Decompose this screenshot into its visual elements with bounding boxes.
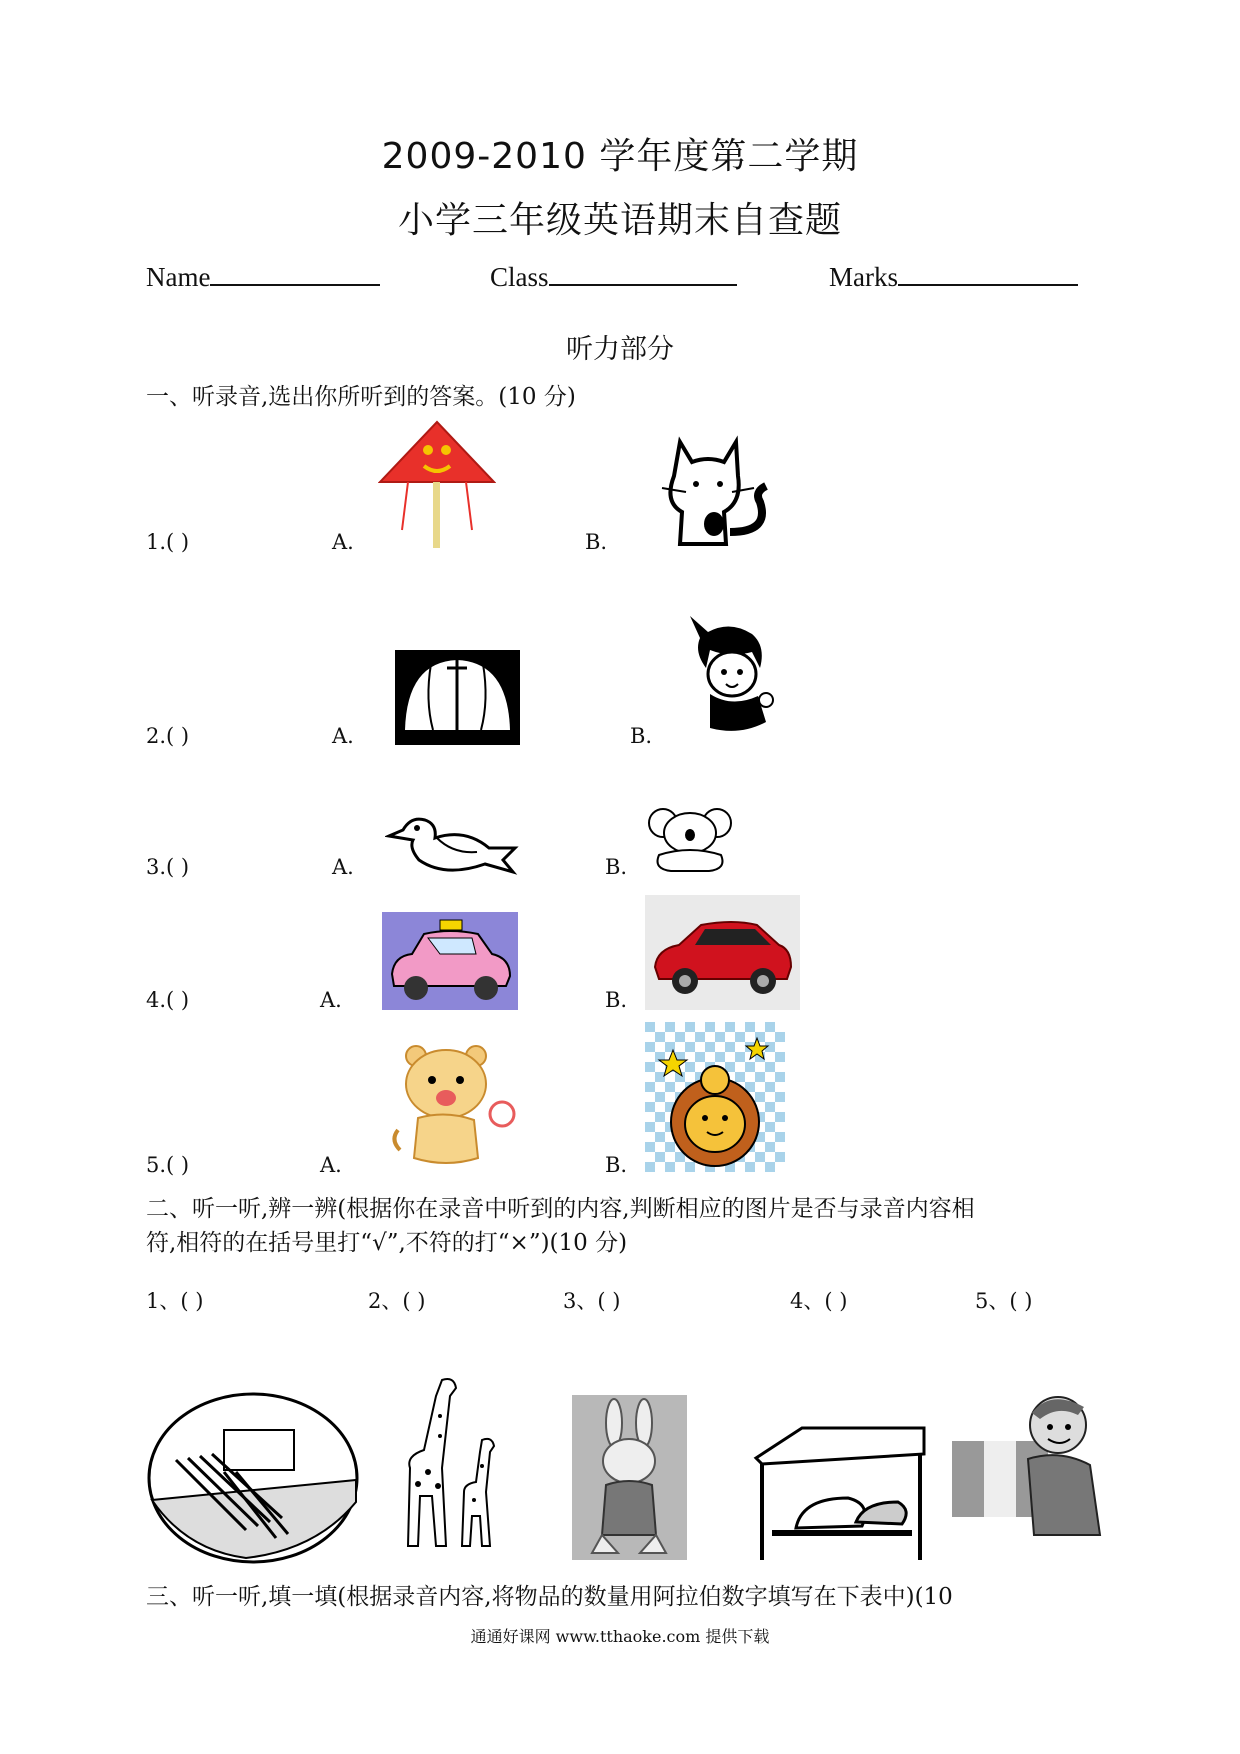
q1-option-b-label: B. (585, 530, 608, 554)
part2-item-5[interactable]: 5、( ) (975, 1289, 1033, 1313)
q3-number[interactable]: 3.( ) (146, 855, 190, 879)
part3-instruction: 三、听一听,填一填(根据录音内容,将物品的数量用阿拉伯数字填写在下表中)(10 (146, 1584, 953, 1610)
koala-icon (645, 805, 735, 875)
q5-option-a-label: A. (320, 1153, 342, 1177)
part2-item-1[interactable]: 1、( ) (146, 1289, 204, 1313)
marks-label: Marks (829, 262, 898, 292)
name-field[interactable] (146, 262, 380, 293)
bird-icon (385, 808, 520, 878)
q1-option-a-label: A. (332, 530, 354, 554)
q3-option-a-label: A. (332, 855, 354, 879)
listening-heading: 听力部分 (566, 334, 674, 365)
part2-instruction-line2: 符,相符的在括号里打“√”,不符的打“×”)(10 分) (146, 1230, 628, 1256)
footer-source: 通通好课网 www.tthaoke.com 提供下载 (470, 1627, 770, 1646)
lion-icon (645, 1022, 785, 1172)
class-field[interactable] (490, 262, 737, 293)
q4-option-a-label: A. (320, 988, 342, 1012)
marks-field[interactable] (829, 262, 1078, 293)
q4-number[interactable]: 4.( ) (146, 988, 190, 1012)
part2-item-4[interactable]: 4、( ) (790, 1289, 848, 1313)
part1-instruction: 一、听录音,选出你所听到的答案。(10 分) (146, 384, 576, 410)
page-title: 2009-2010 学年度第二学期 (381, 136, 859, 177)
cat-icon (650, 432, 778, 550)
q5-option-b-label: B. (605, 1153, 628, 1177)
car-icon (645, 895, 800, 1010)
marks-blank-line[interactable] (898, 262, 1078, 286)
kite-icon (378, 420, 496, 550)
class-blank-line[interactable] (549, 262, 737, 286)
pencils-icon (146, 1390, 361, 1565)
q1-number[interactable]: 1.( ) (146, 530, 190, 554)
desk-shoes-icon (752, 1418, 927, 1563)
tiger-icon (390, 1040, 525, 1170)
name-label: Name (146, 262, 211, 292)
q4-option-b-label: B. (605, 988, 628, 1012)
class-label: Class (490, 262, 549, 292)
q2-option-a-label: A. (332, 724, 354, 748)
part2-instruction-line1: 二、听一听,辨一辨(根据你在录音中听到的内容,判断相应的图片是否与录音内容相 (146, 1196, 975, 1222)
boy-flag-icon (950, 1385, 1110, 1545)
part2-item-2[interactable]: 2、( ) (368, 1289, 426, 1313)
q2-number[interactable]: 2.( ) (146, 724, 190, 748)
rabbit-icon (572, 1395, 687, 1560)
page-subtitle: 小学三年级英语期末自查题 (397, 200, 842, 241)
taxi-icon (382, 912, 518, 1010)
ball-icon (395, 650, 520, 745)
q3-option-b-label: B. (605, 855, 628, 879)
giraffes-icon (382, 1376, 527, 1551)
q2-option-b-label: B. (630, 724, 653, 748)
q5-number[interactable]: 5.( ) (146, 1153, 190, 1177)
part2-item-3[interactable]: 3、( ) (563, 1289, 621, 1313)
name-blank-line[interactable] (210, 262, 380, 286)
girl-icon (680, 612, 780, 737)
